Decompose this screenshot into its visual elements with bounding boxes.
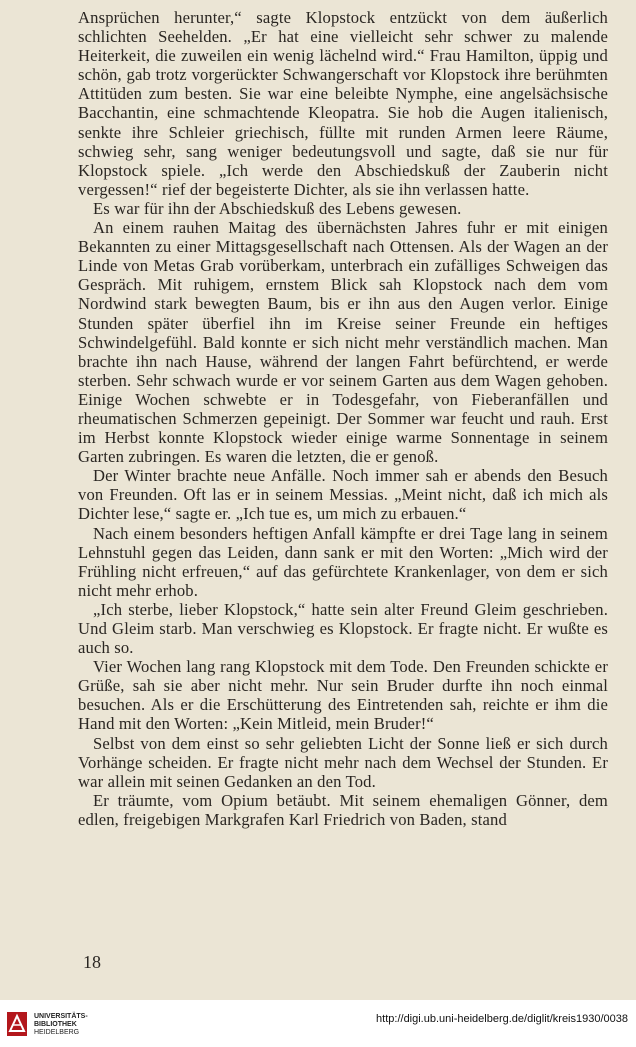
library-emblem-icon xyxy=(6,1011,28,1037)
paragraph: „Ich sterbe, lieber Klopstock,“ hatte sein alter Freund Gleim geschrieben. Und Gleim starb. Man verschwieg es Klopstock. Er fragte nicht. Er wußte es auch so. xyxy=(78,599,608,658)
logo-line: UNIVERSITÄTS- xyxy=(34,1013,88,1020)
paragraph: Es war für ihn der Abschiedskuß des Lebens gewesen. xyxy=(93,198,462,218)
paragraph: Selbst von dem einst so sehr geliebten Licht der Sonne ließ er sich durch Vorhänge scheiden. Er fragte nicht mehr nach dem Wechsel der Stunden. Er war allein mit seinen Gedanken an den Tod. xyxy=(78,733,608,791)
paragraph: Ansprüchen herunter,“ sagte Klopstock entzückt von dem äußerlich schlichten Seehelden. „Er hat eine vielleicht sehr schwer zu malende Heiterkeit, die zuweilen ein wenig lächelnd wird.“ Frau Hamilton, üppig und schön, gab trotz vorgerückter Schwangerschaft vor Klopstock ihre berühmten Attitüden zum besten. Sie war eine beleibte Nymphe, eine angelsächsische Bacchantin, eine schmachtende Kleopatra. Sie hob die Augen italienisch, senkte ihre Schleier griechisch, füllte mit runden Armen leere Räume, schwieg sehr, sang weniger bedeutungsvoll und sagte, daß sie nur für Klopstock spiele. „Ich werde den Abschiedskuß der Zauberin nicht vergessen!“ rief der begeisterte Dichter, als sie ihn verlassen hatte. xyxy=(78,8,608,199)
paragraph: Nach einem besonders heftigen Anfall kämpfte er drei Tage lang in seinem Lehnstuhl gegen das Leiden, dann sank er mit den Worten: „Mich wird der Frühling nicht erfreuen,“ auf das gefürchtete Krankenlager, von dem er sich nicht mehr erhob. xyxy=(78,523,608,600)
logo-line: HEIDELBERG xyxy=(34,1029,80,1036)
library-logo-text xyxy=(34,1013,88,1037)
logo-line: BIBLIOTHEK xyxy=(34,1021,77,1028)
paragraph: An einem rauhen Maitag des übernächsten Jahres fuhr er mit einigen Bekannten zu einer Mittagsgesellschaft nach Ottensen. Als der Wagen an der Linde von Metas Grab vorüberkam, unterbrach ein zufälliges Schweigen das Gespräch. Mit ruhigem, ernstem Blick sah Klopstock nach dem vom Nordwind stark bewegten Baum, bis er ihn aus den Augen verlor. Einige Stunden später überfiel ihn im Kreise seiner Freunde ein heftiges Schwindelgefühl. Bald konnte er sich nicht mehr verständlich machen. Man brachte ihn nach Hause, während der langen Fahrt befürchtend, er werde sterben. Sehr schwach wurde er vor seinem Garten aus dem Wagen gehoben. Einige Wochen schwebte er in Todesgefahr, von Fieberanfällen und rheumatischen Schmerzen gepeinigt. Der Sommer war feucht und rauh. Erst im Herbst konnte Klopstock wieder einige warme Sonnentage in seinem Garten zubringen. Es waren die letzten, die er genoß. xyxy=(78,218,608,467)
paragraph: Er träumte, vom Opium betäubt. Mit seinem ehemaligen Gönner, dem edlen, freigebigen Markgrafen Karl Friedrich von Baden, stand xyxy=(78,790,608,829)
permalink-url[interactable]: http://digi.ub.uni-heidelberg.de/diglit/kreis1930/0038 xyxy=(376,1013,628,1025)
paragraph: Vier Wochen lang rang Klopstock mit dem Tode. Den Freunden schickte er Grüße, sah sie aber nicht mehr. Nur sein Bruder durfte ihn noch einmal besuchen. Als er die Erschütterung des Eintretenden sah, reichte er ihm die Hand mit den Worten: „Kein Mitleid, mein Bruder!“ xyxy=(78,657,608,734)
footer-bar xyxy=(0,1000,636,1047)
body-text xyxy=(78,8,608,829)
page-number: 18 xyxy=(83,952,101,972)
paragraph: Der Winter brachte neue Anfälle. Noch immer sah er abends den Besuch von Freunden. Oft las er in seinem Messias. „Meint nicht, daß ich mich als Dichter lese,“ sagte er. „Ich tue es, um mich zu erbauen.“ xyxy=(78,466,608,524)
library-logo[interactable] xyxy=(6,1009,106,1041)
